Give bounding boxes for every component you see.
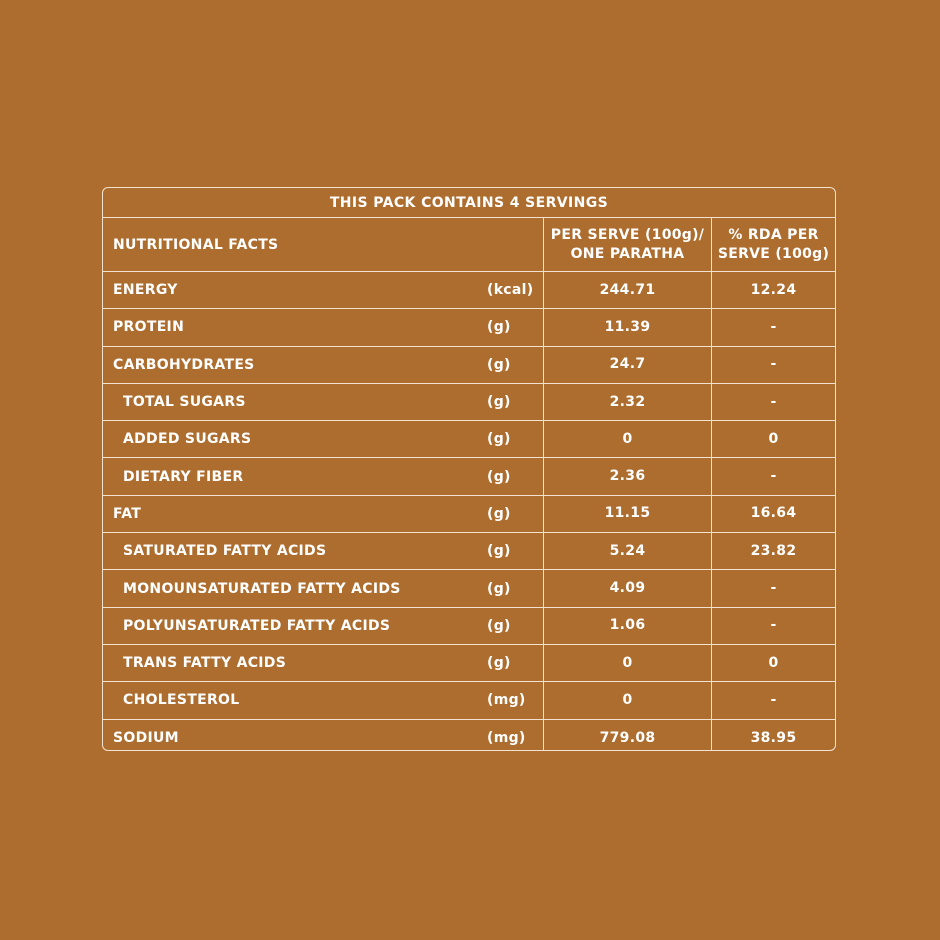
table-row	[103, 347, 835, 384]
row-unit: (mg)	[487, 692, 526, 709]
table-title: THIS PACK CONTAINS 4 SERVINGS	[103, 188, 835, 218]
row-unit: (kcal)	[487, 282, 534, 299]
table-row	[103, 272, 835, 309]
header-rda-line2: SERVE (100g)	[717, 245, 830, 262]
row-unit: (g)	[487, 356, 511, 373]
row-name: CARBOHYDRATES	[113, 356, 255, 373]
row-name: SODIUM	[113, 730, 179, 747]
row-per-serve: 0	[543, 421, 712, 457]
row-per-serve: 244.71	[543, 272, 712, 308]
table-row	[103, 720, 835, 751]
row-rda: -	[770, 393, 777, 410]
row-unit: (mg)	[487, 730, 526, 747]
header-nutritional-facts: NUTRITIONAL FACTS	[113, 236, 279, 253]
row-name: CHOLESTEROL	[123, 692, 240, 709]
table-row	[103, 682, 835, 719]
row-name: POLYUNSATURATED FATTY ACIDS	[123, 617, 391, 634]
table-row	[103, 533, 835, 570]
row-per-serve: 2.32	[543, 384, 712, 420]
header-rda-line1: % RDA PER	[728, 226, 819, 243]
row-rda: -	[770, 617, 777, 634]
row-unit: (g)	[487, 617, 511, 634]
table-row	[103, 608, 835, 645]
row-rda: 0	[768, 430, 779, 447]
row-unit: (g)	[487, 580, 511, 597]
table-row	[103, 384, 835, 421]
row-per-serve: 0	[543, 682, 712, 718]
row-rda: -	[770, 356, 777, 373]
row-per-serve: 11.15	[543, 496, 712, 532]
row-rda: -	[770, 318, 777, 335]
header-rda	[712, 218, 835, 271]
table-row	[103, 496, 835, 533]
header-per-serve-line1: PER SERVE (100g)/	[550, 226, 705, 243]
table-row	[103, 309, 835, 346]
row-name: PROTEIN	[113, 319, 185, 336]
row-name: FAT	[113, 505, 142, 522]
row-name: TRANS FATTY ACIDS	[123, 655, 287, 672]
row-per-serve: 5.24	[543, 533, 712, 569]
row-unit: (g)	[487, 431, 511, 448]
row-rda: 16.64	[750, 505, 797, 522]
row-rda: -	[770, 580, 777, 597]
header-per-serve	[543, 218, 712, 271]
row-name: ENERGY	[113, 282, 178, 299]
table-row	[103, 645, 835, 682]
header-per-serve-line2: ONE PARATHA	[570, 245, 685, 262]
row-per-serve: 0	[543, 645, 712, 681]
row-rda: 23.82	[750, 542, 797, 559]
row-per-serve: 2.36	[543, 458, 712, 494]
row-rda: 12.24	[750, 281, 797, 298]
row-name: SATURATED FATTY ACIDS	[123, 543, 327, 560]
row-unit: (g)	[487, 394, 511, 411]
table-row	[103, 458, 835, 495]
row-rda: 38.95	[750, 729, 797, 746]
row-name: TOTAL SUGARS	[123, 394, 246, 411]
row-unit: (g)	[487, 655, 511, 672]
row-per-serve: 1.06	[543, 608, 712, 644]
row-unit: (g)	[487, 468, 511, 485]
row-unit: (g)	[487, 543, 511, 560]
row-name: MONOUNSATURATED FATTY ACIDS	[123, 580, 401, 597]
row-name: DIETARY FIBER	[123, 468, 244, 485]
row-rda: -	[770, 691, 777, 708]
row-unit: (g)	[487, 505, 511, 522]
table-row	[103, 421, 835, 458]
row-per-serve: 24.7	[543, 347, 712, 383]
nutrition-table	[102, 187, 836, 751]
row-rda: -	[770, 468, 777, 485]
row-per-serve: 4.09	[543, 570, 712, 606]
table-header-row	[103, 218, 835, 272]
row-per-serve: 11.39	[543, 309, 712, 345]
row-unit: (g)	[487, 319, 511, 336]
row-per-serve: 779.08	[543, 720, 712, 751]
row-rda: 0	[768, 654, 779, 671]
row-name: ADDED SUGARS	[123, 431, 252, 448]
table-row	[103, 570, 835, 607]
